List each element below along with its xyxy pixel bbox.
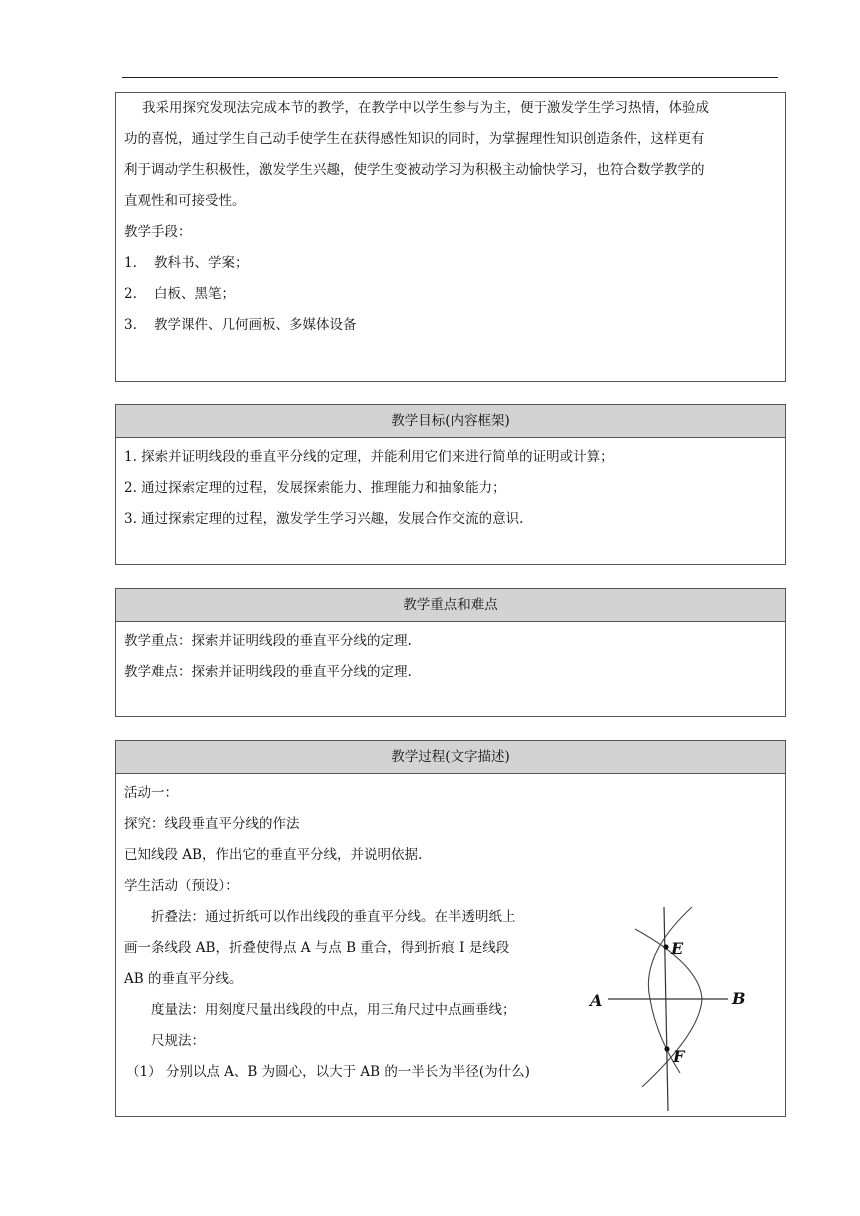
intro-line-1: 我采用探究发现法完成本节的教学，在教学中以学生参与为主，便于激发学生学习热情，体验成 [142, 100, 709, 116]
ruler-step-1: （1） 分别以点 A、B 为圆心，以大于 AB 的一半长为半径(为什么) [126, 1064, 530, 1080]
means-item-text: 教学课件、几何画板、多媒体设备 [154, 317, 357, 333]
means-item-text: 教科书、学案； [154, 255, 249, 271]
intro-box [115, 92, 786, 382]
fold-method-line: AB 的垂直平分线。 [124, 971, 243, 987]
goals-header: 教学目标(内容框架) [116, 405, 785, 438]
goal-item: 3. 通过探索定理的过程，激发学生学习兴趣，发展合作交流的意识. [124, 511, 524, 527]
goals-box [115, 404, 786, 565]
intro-line-4: 直观性和可接受性。 [124, 193, 246, 209]
label-f: F [673, 1047, 685, 1066]
student-activity-title: 学生活动（预设）： [124, 878, 239, 894]
activity-title: 活动一： [124, 785, 178, 801]
difficulty-text: 教学难点：探索并证明线段的垂直平分线的定理. [124, 664, 412, 680]
intro-line-2: 功的喜悦，通过学生自己动手使学生在获得感性知识的同时，为掌握理性知识创造条件，这样更有 [124, 131, 705, 147]
means-item-number: 1. [124, 255, 137, 271]
fold-method-line: 折叠法：通过折纸可以作出线段的垂直平分线。在半透明纸上 [151, 909, 516, 925]
means-item-number: 3. [124, 317, 137, 333]
focus-text: 教学重点：探索并证明线段的垂直平分线的定理. [124, 633, 412, 649]
point-e [663, 944, 668, 949]
explore-title: 探究：线段垂直平分线的作法 [124, 816, 300, 832]
bisector-line [664, 907, 668, 1111]
arc-from-b [648, 907, 692, 1073]
means-item-number: 2. [124, 286, 137, 302]
given-text: 已知线段 AB，作出它的垂直平分线，并说明依据. [124, 847, 423, 863]
means-item [124, 310, 777, 341]
means-item [124, 248, 777, 279]
point-f [664, 1046, 669, 1051]
keypoints-header: 教学重点和难点 [116, 589, 785, 622]
ruler-method: 尺规法： [151, 1033, 205, 1049]
goal-item: 2. 通过探索定理的过程，发展探索能力、推理能力和抽象能力； [124, 480, 506, 496]
label-e: E [671, 939, 684, 958]
goal-item: 1. 探索并证明线段的垂直平分线的定理，并能利用它们来进行简单的证明或计算； [124, 449, 614, 465]
intro-line-3: 利于调动学生积极性，激发学生兴趣，使学生变被动学习为积极主动愉快学习，也符合数学教学的 [124, 162, 705, 178]
label-a: A [590, 991, 603, 1010]
fold-method-line: 画一条线段 AB，折叠使得点 A 与点 B 重合，得到折痕 I 是线段 [124, 940, 510, 956]
process-header: 教学过程(文字描述) [116, 741, 785, 774]
label-b: B [732, 989, 746, 1008]
means-title: 教学手段： [124, 224, 192, 240]
header-rule [122, 77, 778, 78]
perpendicular-bisector-figure [580, 905, 760, 1117]
keypoints-box [115, 588, 786, 717]
measure-method: 度量法：用刻度尺量出线段的中点，用三角尺过中点画垂线； [151, 1002, 516, 1018]
arc-from-a [635, 929, 702, 1087]
means-item-text: 白板、黑笔； [154, 286, 235, 302]
means-item [124, 279, 777, 310]
